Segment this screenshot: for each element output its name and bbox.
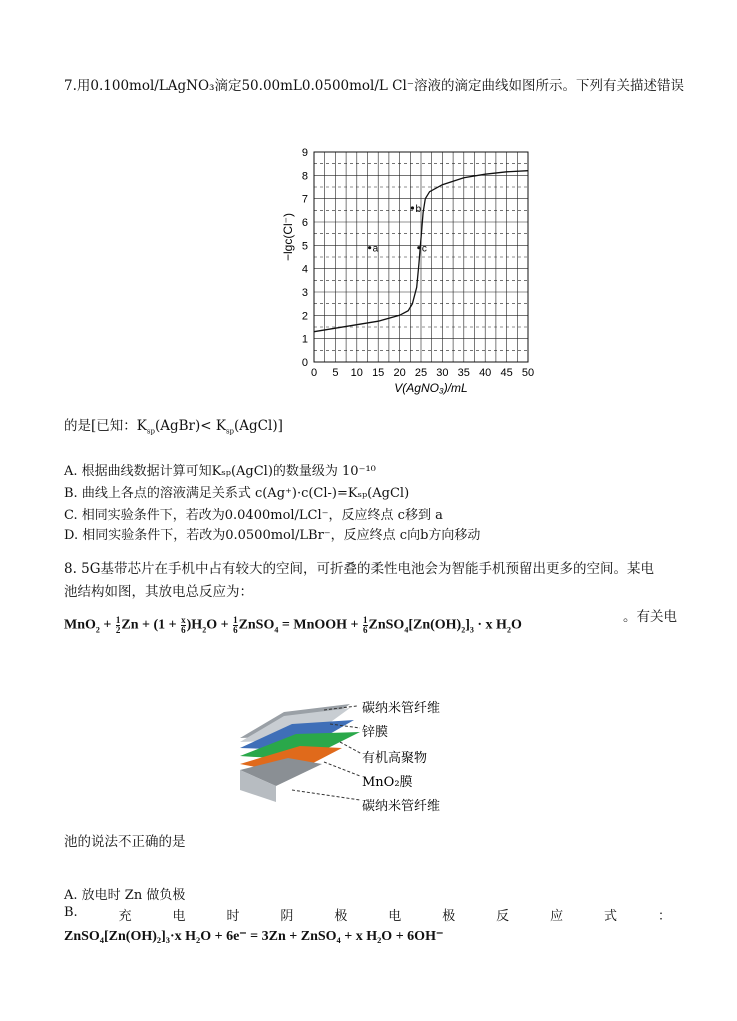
optb-char: B.	[64, 905, 78, 920]
titration-chart	[278, 140, 548, 402]
optb-char: 时	[226, 909, 240, 924]
optb-char: 反	[496, 909, 510, 924]
q7-option-c: C. 相同实验条件下，若改为0.0400mol/LCl⁻，反应终点 c移到 a	[64, 508, 443, 523]
y-tick-label: 6	[301, 217, 308, 229]
x-tick-label: 5	[332, 367, 339, 379]
optb-char: 极	[334, 909, 348, 924]
x-axis-label: V(AgNO₃)/mL	[394, 381, 468, 395]
diagram-label-polymer: 有机高聚物	[362, 751, 428, 766]
q8-option-b-equation: ZnSO₄[Zn(OH)₂]₃·x H₂O + 6e⁻ = 3Zn + ZnSO₄ + x H₂O + 6OH⁻	[64, 929, 444, 944]
x-tick-label: 25	[414, 367, 428, 379]
q7-option-b: B. 曲线上各点的溶液满足关系式 c(Ag⁺)·c(Cl-)=Kₛₚ(AgCl)	[64, 486, 410, 501]
point-c-label: c	[421, 243, 427, 255]
q7-stem-line2	[64, 414, 283, 436]
x-tick-label: 50	[521, 367, 535, 379]
point-a-marker	[368, 246, 371, 249]
q8-option-b-stem	[64, 905, 671, 924]
frac-sixth-2: $\frac{1}{6}$	[363, 615, 368, 635]
y-tick-label: 4	[301, 263, 308, 276]
ksp-subscript-1: sp	[146, 427, 155, 436]
optb-char: ：	[657, 909, 671, 924]
x-tick-label: 45	[500, 367, 513, 379]
diagram-label-cnt-bottom: 碳纳米管纤维	[362, 799, 441, 814]
q8-stem-line3: 池的说法不正确的是	[64, 834, 186, 850]
x-tick-label: 40	[479, 367, 492, 379]
q8-option-a: A. 放电时 Zn 做负极	[64, 888, 186, 903]
q7-stem-line1: 7.用0.100mol/LAgNO₃滴定50.00mL0.0500mol/L Cl⁻溶液的滴定曲线如图所示。下列有关描述错误	[64, 78, 684, 94]
optb-char: 阴	[280, 909, 294, 924]
battery-structure-diagram	[232, 690, 472, 820]
q8-stem-line1: 8. 5G基带芯片在手机中占有较大的空间，可折叠的柔性电池会为智能手机预留出更多的空间。某电	[64, 561, 655, 577]
frac-half: $\frac{1}{2}$	[115, 615, 121, 635]
optb-char: 充	[118, 909, 132, 924]
y-axis-label: −lgc(Cl⁻)	[281, 212, 295, 262]
x-tick-label: 35	[457, 367, 470, 379]
chart-grid	[314, 152, 528, 362]
x-tick-label: 30	[436, 367, 449, 379]
ksp-subscript-2: sp	[225, 427, 235, 436]
diagram-label-cnt-top: 碳纳米管纤维	[362, 701, 441, 716]
x-tick-label: 15	[372, 367, 385, 379]
point-c-marker	[417, 246, 420, 249]
diagram-label-mno2: MnO₂膜	[362, 775, 413, 790]
q7-option-a: A. 根据曲线数据计算可知Kₛₚ(AgCl)的数量级为 10⁻¹⁰	[64, 464, 376, 479]
y-tick-label: 9	[301, 147, 308, 159]
optb-char: 式	[604, 909, 618, 924]
q7-known-prefix: 的是[已知：K	[64, 418, 147, 434]
point-b-label: b	[415, 204, 422, 215]
y-tick-label: 0	[301, 357, 308, 369]
diagram-label-zinc: 锌膜	[362, 725, 389, 740]
frac-sixth-1: $\frac{1}{6}$	[233, 615, 238, 635]
frac-x6: $\frac{x}{6}$	[181, 615, 186, 635]
y-tick-label: 8	[301, 170, 308, 183]
eq-mno2: MnO	[64, 617, 96, 633]
x-tick-label: 0	[310, 367, 318, 379]
x-tick-label: 20	[393, 367, 406, 379]
q7-known-agbr: (AgBr)< K	[154, 418, 226, 434]
optb-char: 电	[388, 909, 402, 924]
optb-char: 电	[172, 909, 186, 924]
y-tick-label: 7	[301, 193, 308, 206]
q8-eq-tail: 。有关电	[623, 609, 677, 625]
chart-points	[368, 204, 427, 255]
y-tick-label: 3	[301, 287, 308, 299]
point-b-marker	[411, 206, 414, 209]
optb-char: 应	[550, 909, 564, 924]
point-a-label: a	[372, 243, 379, 255]
y-tick-label: 1	[301, 333, 308, 346]
q8-stem-line2: 池结构如图，其放电总反应为：	[64, 584, 253, 600]
y-tick-label: 5	[301, 240, 308, 253]
q7-option-d: D. 相同实验条件下，若改为0.0500mol/LBr⁻，反应终点 c向b方向移动	[64, 528, 481, 543]
chart-ticks	[302, 147, 534, 379]
q8-eq-tail-text: 有关电	[636, 609, 677, 625]
y-tick-label: 2	[301, 310, 308, 323]
q8-discharge-equation: MnO$_2$ + $\frac{1}{2}$ Zn + (1 + $\frac{x}{6}$ )$H_2O$ + $\frac{1}{6}$ ZnSO$_4$ = MnOOH + $\frac{1}{6}$ $ZnSO_4[Zn(OH)_2]_3 \cdot x$ $H_2O$	[64, 615, 522, 635]
optb-char: 极	[442, 909, 456, 924]
q7-known-agcl: (AgCl)]	[234, 418, 283, 434]
x-tick-label: 10	[350, 367, 363, 379]
